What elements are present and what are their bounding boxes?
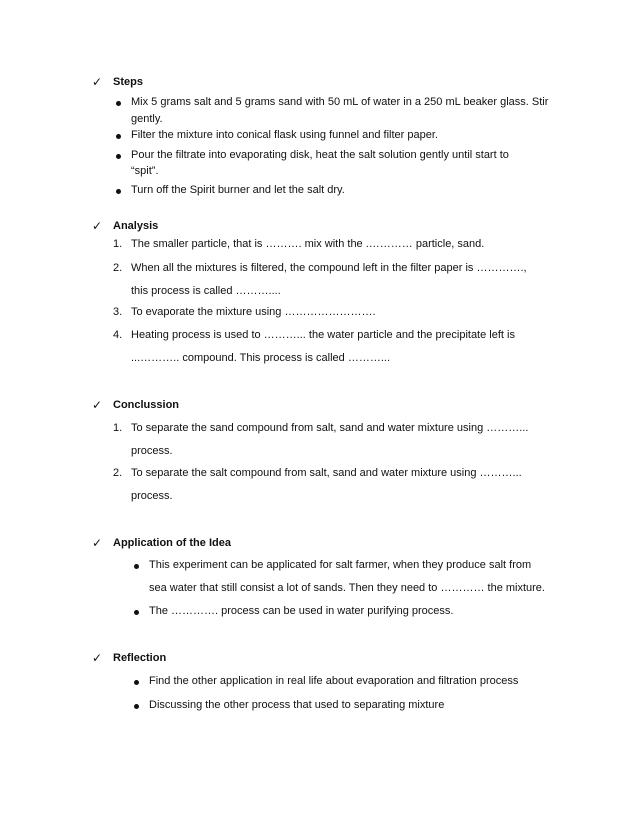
steps-item-4-line-1: Turn off the Spirit burner and let the salt dry. <box>131 184 345 196</box>
reflection-heading: Reflection <box>113 652 167 664</box>
analysis-item-2-line-2: this process is called ……….... <box>131 285 281 297</box>
conclusion-item-1-line-2: process. <box>131 445 173 457</box>
bullet-icon <box>134 680 139 685</box>
analysis-item-3-number: 3. <box>113 306 123 318</box>
steps-heading: Steps <box>113 76 143 88</box>
analysis-item-3-line-1: To evaporate the mixture using ……………………. <box>131 306 376 318</box>
bullet-icon <box>116 154 121 159</box>
conclusion-item-1-number: 1. <box>113 422 123 434</box>
checkmark-icon: ✓ <box>92 219 103 233</box>
checkmark-icon: ✓ <box>92 398 103 412</box>
analysis-item-1-line-1: The smaller particle, that is ………. mix with the .………… particle, sand. <box>131 238 485 250</box>
steps-item-2-line-1: Filter the mixture into conical flask using funnel and filter paper. <box>131 129 438 141</box>
steps-item-3-line-2: “spit”. <box>131 165 159 177</box>
analysis-item-4-line-2: ...……….. compound. This process is called ………... <box>131 352 390 364</box>
bullet-icon <box>116 134 121 139</box>
bullet-icon <box>134 564 139 569</box>
bullet-icon <box>116 189 121 194</box>
conclusion-item-2-line-1: To separate the salt compound from salt, sand and water mixture using ………... <box>131 467 522 479</box>
steps-item-1-line-2: gently. <box>131 113 163 125</box>
analysis-item-4-line-1: Heating process is used to ………... the water particle and the precipitate left is <box>131 329 515 341</box>
checkmark-icon: ✓ <box>92 536 103 550</box>
reflection-item-1-line-1: Find the other application in real life about evaporation and filtration process <box>149 675 519 687</box>
analysis-item-2-line-1: When all the mixtures is filtered, the compound left in the filter paper is …………., <box>131 262 527 274</box>
analysis-item-4-number: 4. <box>113 329 123 341</box>
steps-item-3-line-1: Pour the filtrate into evaporating disk, heat the salt solution gently until start to <box>131 149 509 161</box>
checkmark-icon: ✓ <box>92 75 103 89</box>
conclusion-item-2-number: 2. <box>113 467 123 479</box>
application-item-1-line-2: sea water that still consist a lot of sands. Then they need to ………… the mixture. <box>149 582 545 594</box>
analysis-item-2-number: 2. <box>113 262 123 274</box>
checkmark-icon: ✓ <box>92 651 103 665</box>
application-item-1-line-1: This experiment can be applicated for salt farmer, when they produce salt from <box>149 559 532 571</box>
steps-item-1-line-1: Mix 5 grams salt and 5 grams sand with 50 mL of water in a 250 mL beaker glass. Stir <box>131 96 549 108</box>
conclusion-item-1-line-1: To separate the sand compound from salt, sand and water mixture using ………... <box>131 422 529 434</box>
conclusion-heading: Conclussion <box>113 399 180 411</box>
analysis-heading: Analysis <box>113 220 159 232</box>
bullet-icon <box>116 101 121 106</box>
application-item-2-line-1: The …………. process can be used in water purifying process. <box>149 605 454 617</box>
analysis-item-1-number: 1. <box>113 238 123 250</box>
bullet-icon <box>134 704 139 709</box>
application-heading: Application of the Idea <box>113 537 231 549</box>
conclusion-item-2-line-2: process. <box>131 490 173 502</box>
bullet-icon <box>134 610 139 615</box>
reflection-item-2-line-1: Discussing the other process that used to separating mixture <box>149 699 445 711</box>
